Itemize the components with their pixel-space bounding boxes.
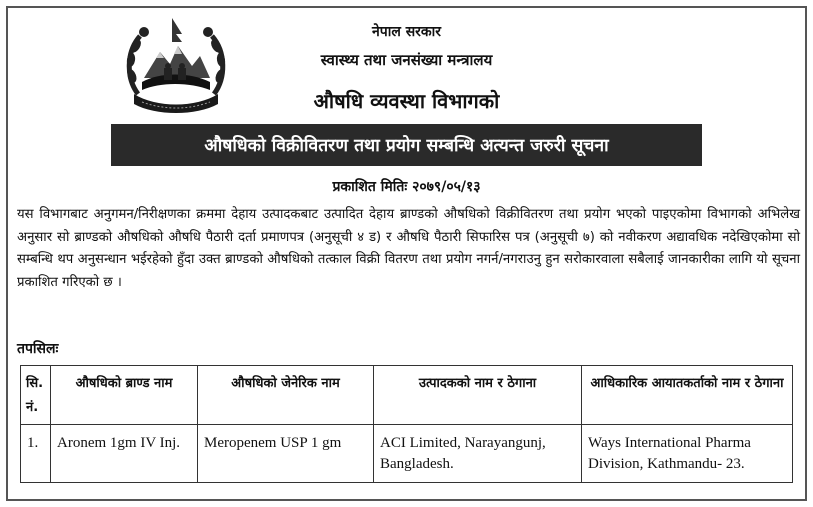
header-manufacturer: उत्पादकको नाम र ठेगाना xyxy=(374,366,582,425)
header-brand: औषधिको ब्राण्ड नाम xyxy=(51,366,198,425)
ministry-name: स्वास्थ्य तथा जनसंख्या मन्त्रालय xyxy=(320,51,493,69)
cell-importer: Ways International Pharma Division, Kathmandu- 23. xyxy=(582,425,793,483)
table-header-row xyxy=(21,366,793,425)
header-serial: सि. नं. xyxy=(21,366,51,425)
cell-serial: 1. xyxy=(21,425,51,483)
details-label: तपसिलः xyxy=(17,341,59,357)
header-importer: आधिकारिक आयातकर्ताको नाम र ठेगाना xyxy=(582,366,793,425)
notice-title: औषधिको विक्रीवितरण तथा प्रयोग सम्बन्धि अत्यन्त जरुरी सूचना xyxy=(204,136,609,156)
published-date: प्रकाशित मितिः २०७९/०५/१३ xyxy=(332,179,481,195)
government-name: नेपाल सरकार xyxy=(371,24,441,40)
medicine-table xyxy=(20,365,793,483)
header-generic: औषधिको जेनेरिक नाम xyxy=(198,366,374,425)
notice-title-banner xyxy=(111,124,702,166)
cell-brand: Aronem 1gm IV Inj. xyxy=(51,425,198,483)
cell-generic: Meropenem USP 1 gm xyxy=(198,425,374,483)
notice-body: यस विभागबाट अनुगमन/निरीक्षणका क्रममा देहाय उत्पादकबाट उत्पादित देहाय ब्राण्डको औषधिको विक्रीवितरण तथा प्रयोग भएको पाइएकोमा विभागको अभिलेख अनुसार सो ब्राण्डको औषधिको औषधि पैठारी दर्ता प्रमाणपत्र (अनुसूची ४ ड) र औषधि पैठारी सिफारिस पत्र (अनुसूची ७) को नवीकरण अद्यावधिक नदेखिएकोमा सो सम्बन्धि थप अनुसन्धान भईरहेको हुँदा उक्त ब्राण्डको औषधिको तत्काल विक्री वितरण तथा प्रयोग नगर्न/नगराउनु हुन सरोकारवाला सबैलाई जानकारीका लागि यो सूचना प्रकाशित गरिएको छ । xyxy=(17,207,800,290)
table-row xyxy=(21,425,793,483)
cell-manufacturer: ACI Limited, Narayangunj, Bangladesh. xyxy=(374,425,582,483)
department-name: औषधि व्यवस्था विभागको xyxy=(313,89,500,113)
